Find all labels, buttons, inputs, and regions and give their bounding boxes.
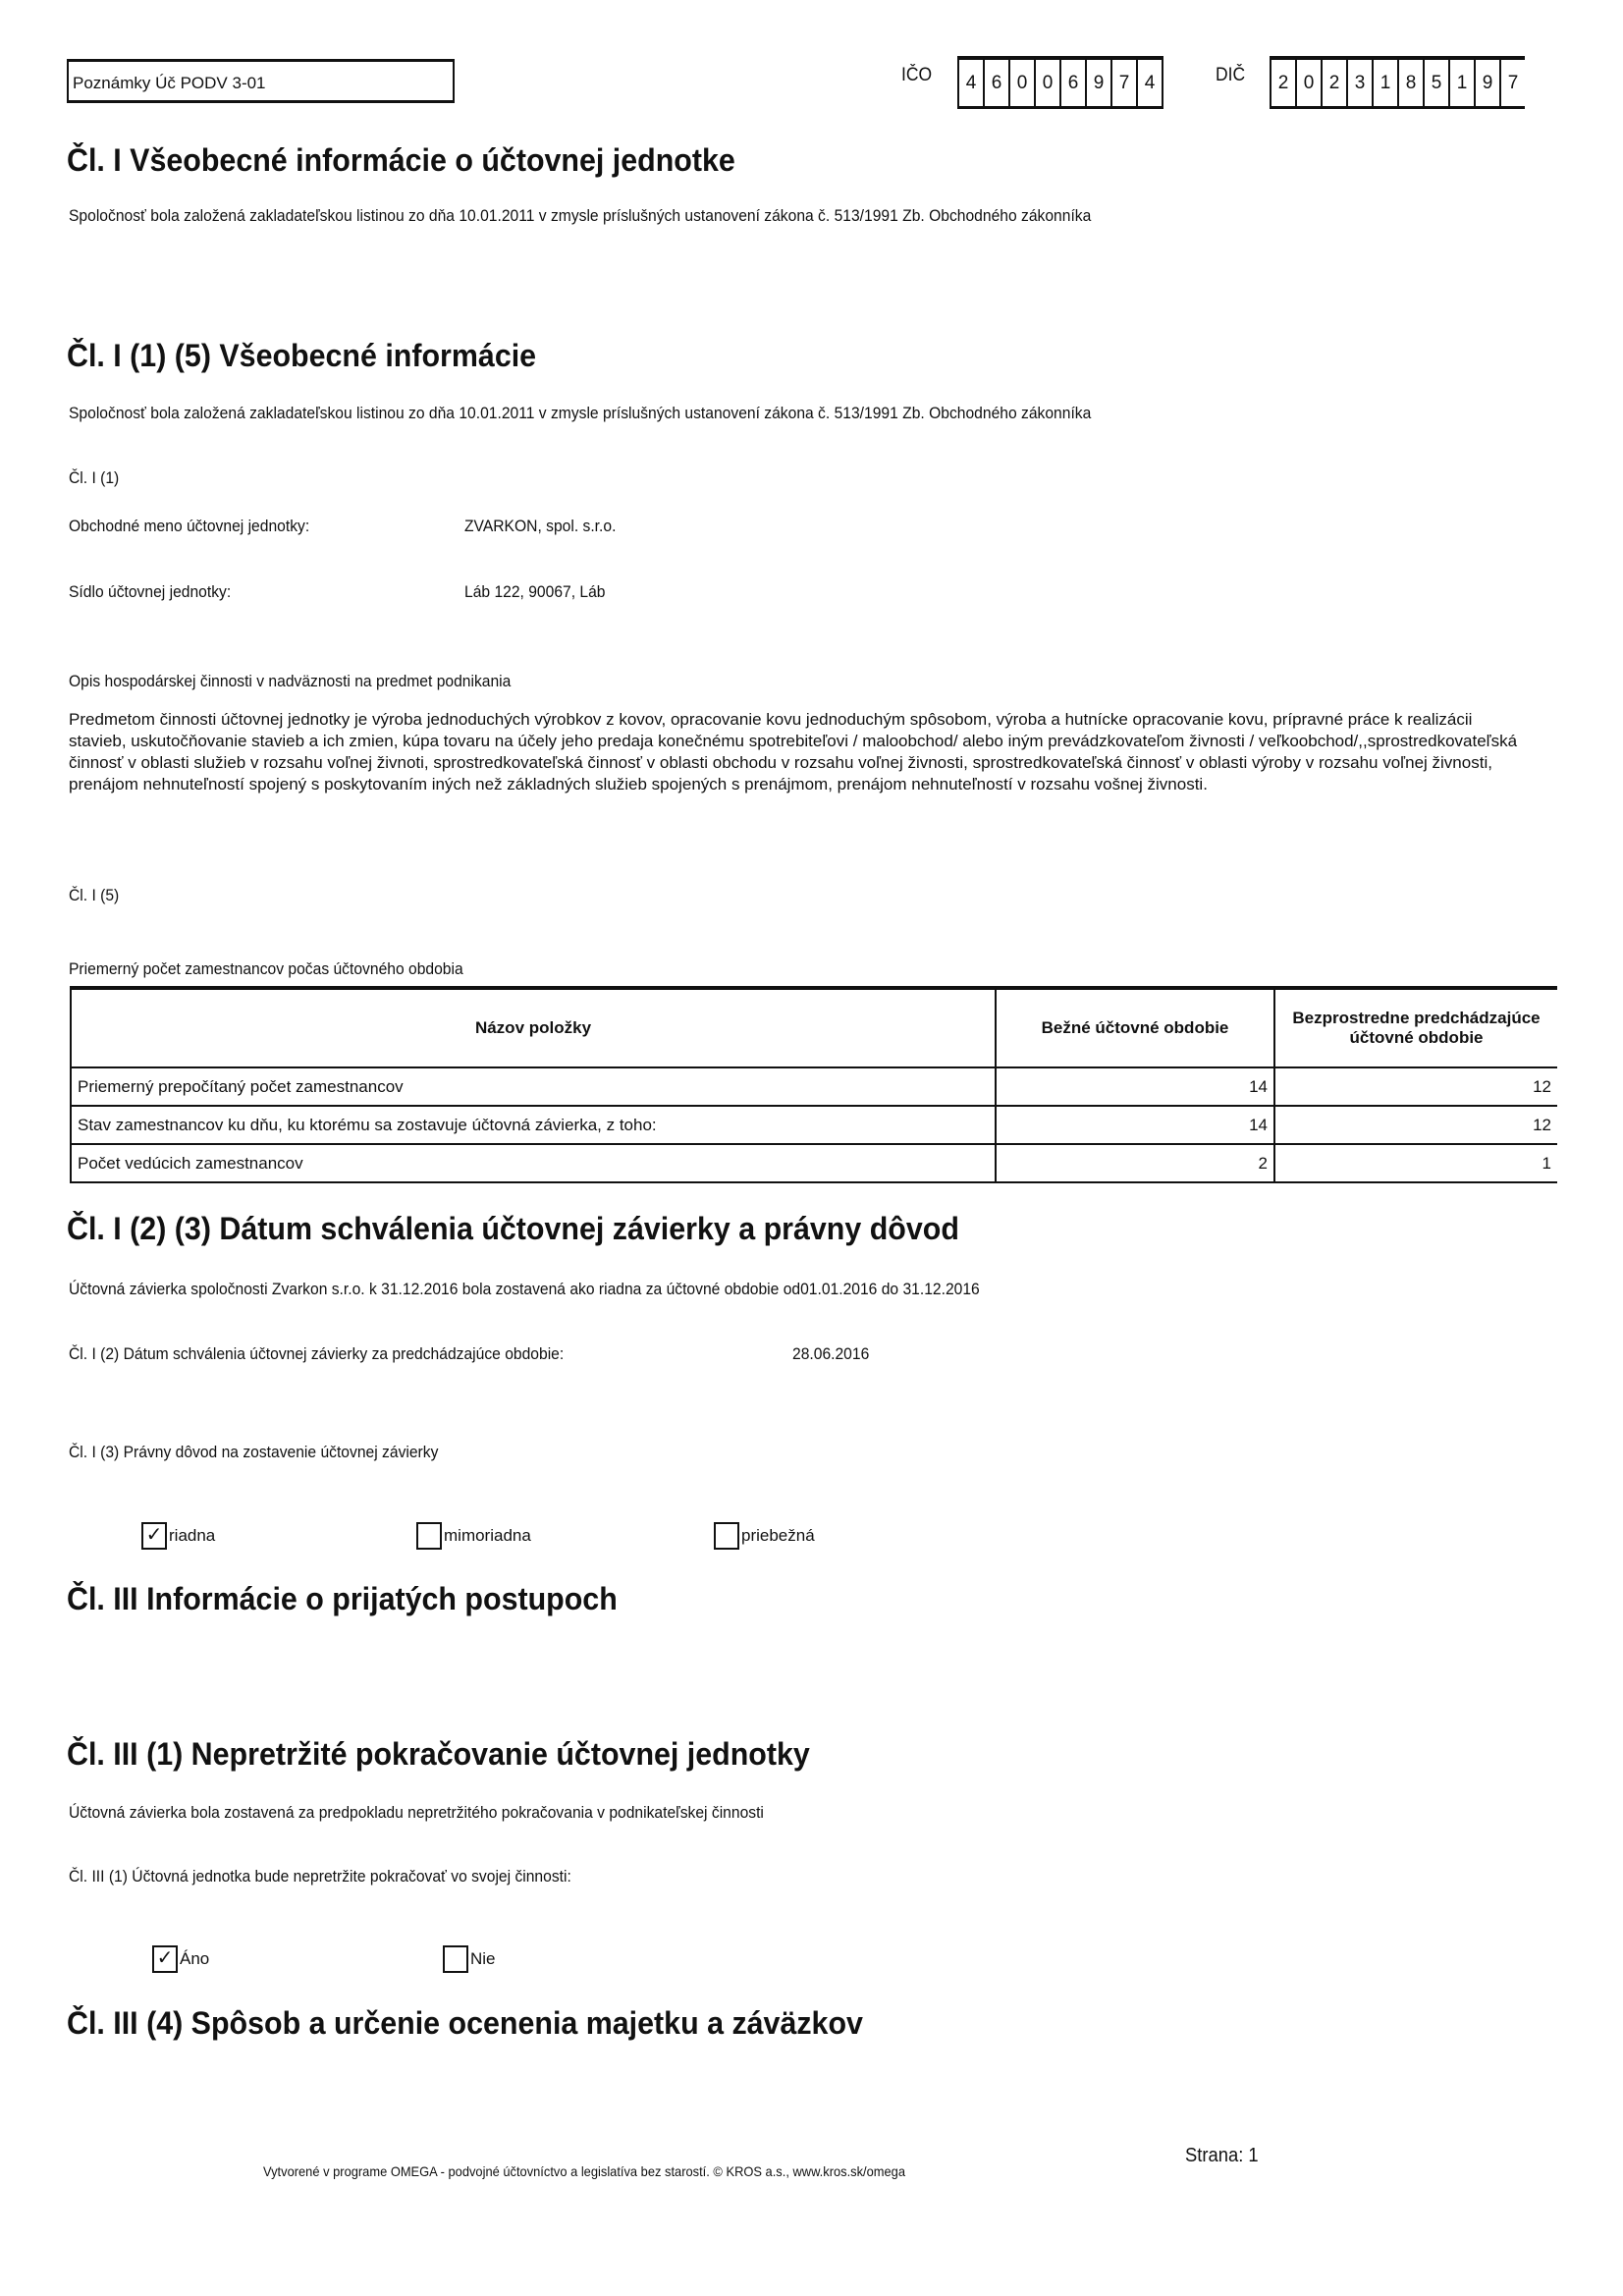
table-cell: 1: [1274, 1144, 1557, 1182]
column-header: Bezprostredne predchádzajúce účtovné obdobie: [1274, 988, 1557, 1067]
approval-date-value: 28.06.2016: [792, 1344, 870, 1363]
employees-table: [70, 986, 1557, 1183]
table-row: [71, 1144, 1557, 1182]
checkbox-label: Nie: [470, 1949, 496, 1968]
checkbox-box[interactable]: ✓: [141, 1522, 167, 1550]
dic-digit: 5: [1425, 60, 1450, 106]
table-cell: 12: [1274, 1067, 1557, 1106]
checkbox-label: priebežná: [741, 1526, 815, 1545]
dic-digit: 2: [1271, 60, 1297, 106]
column-header: Bežné účtovné obdobie: [996, 988, 1274, 1067]
section-heading: Čl. III (4) Spôsob a určenie ocenenia majetku a záväzkov: [67, 2005, 863, 2041]
ico-digit: 0: [1010, 60, 1036, 106]
ico-digit: 6: [985, 60, 1010, 106]
checkbox-ano[interactable]: [152, 1945, 209, 1973]
section-heading: Čl. I (2) (3) Dátum schválenia účtovnej závierky a právny dôvod: [67, 1211, 959, 1246]
dic-digit: 2: [1323, 60, 1348, 106]
footer-text: Vytvorené v programe OMEGA - podvojné účtovníctvo a legislatíva bez starostí. © KROS a.s., www.kros.sk/omega: [263, 2163, 906, 2179]
table-cell: 2: [996, 1144, 1274, 1182]
table-cell: 14: [996, 1106, 1274, 1144]
checkbox-box[interactable]: ✓: [152, 1945, 178, 1973]
company-name-value: ZVARKON, spol. s.r.o.: [464, 517, 617, 535]
form-label: Poznámky Úč PODV 3-01: [67, 59, 455, 103]
table-cell: Počet vedúcich zamestnancov: [71, 1144, 996, 1182]
seat-label: Sídlo účtovnej jednotky:: [69, 582, 232, 601]
subsection-label: Čl. I (1): [69, 468, 120, 487]
ico-digit: 4: [1144, 72, 1156, 93]
section-text: Účtovná závierka bola zostavená za predpokladu nepretržitého pokračovania v podnikateľskej činnosti: [69, 1803, 764, 1822]
dic-label: DIČ: [1216, 65, 1246, 85]
activity-label: Opis hospodárskej činnosti v nadväznosti na predmet podnikania: [69, 672, 512, 690]
ico-digits: [957, 56, 1163, 109]
dic-digit: 1: [1374, 60, 1399, 106]
section-text: Účtovná závierka spoločnosti Zvarkon s.r.o. k 31.12.2016 bola zostavená ako riadna za účtovné obdobie od01.01.2016 do 31.12.2016: [69, 1280, 980, 1298]
table-row: [71, 1106, 1557, 1144]
section-heading: Čl. I Všeobecné informácie o účtovnej jednotke: [67, 142, 735, 178]
ico-digit: 7: [1112, 60, 1138, 106]
checkbox-label: Áno: [180, 1949, 210, 1968]
table-caption: Priemerný počet zamestnancov počas účtovného obdobia: [69, 959, 463, 978]
table-cell: 14: [996, 1067, 1274, 1106]
ico-digit: 6: [1061, 60, 1087, 106]
table-row: [71, 1067, 1557, 1106]
checkbox-box[interactable]: [443, 1945, 468, 1973]
checkbox-label: riadna: [169, 1526, 216, 1545]
company-name-label: Obchodné meno účtovnej jednotky:: [69, 517, 310, 535]
section-heading: Čl. III Informácie o prijatých postupoch: [67, 1581, 618, 1616]
section-text: Spoločnosť bola založená zakladateľskou listinou zo dňa 10.01.2011 v zmysle príslušných ustanovení zákona č. 513/1991 Zb. Obchodného zákonníka: [69, 206, 1092, 225]
seat-value: Láb 122, 90067, Láb: [464, 582, 606, 601]
table-header-row: [71, 988, 1557, 1067]
column-header: Názov položky: [71, 988, 996, 1067]
table-cell: 12: [1274, 1106, 1557, 1144]
table-cell: Priemerný prepočítaný počet zamestnancov: [71, 1067, 996, 1106]
ico-digit: 9: [1087, 60, 1112, 106]
checkbox-mimoriadna[interactable]: [416, 1522, 531, 1550]
activity-text: Predmetom činnosti účtovnej jednotky je výroba jednoduchých výrobkov z kovov, opracovanie kovu jednoduchým spôsobom, výroba a hutnícke opracovanie kovu, prípravné práce k realizácii stavieb, uskutočňovanie stavieb a ich zmien, kúpa tovaru na účely jeho predaja konečnému spotrebiteľovi / maloobchod/ alebo iným prevádzkovateľom živnosti / veľkoobchod/,,sprostredkovateľská činnosť v oblasti služieb v rozsahu voľnej živnoti, sprostredkovateľská činnosť v oblasti obchodu v rozsahu voľnej živnosti, sprostredkovateľská činnosť v oblasti výroby v rozsahu voľnej živnosti, prenájom nehnuteľností spojený s poskytovaním iných než základných služieb spojených s prenájmom, prenájom nehnuteľností v rozsahu vošnej živnosti.: [69, 710, 1518, 793]
checkbox-nie[interactable]: [443, 1945, 496, 1973]
legal-reason-label: Čl. I (3) Právny dôvod na zostavenie účtovnej závierky: [69, 1443, 439, 1461]
subsection-label: Čl. I (5): [69, 886, 120, 904]
checkbox-box[interactable]: [416, 1522, 442, 1550]
going-concern-question: Čl. III (1) Účtovná jednotka bude nepretržite pokračovať vo svojej činnosti:: [69, 1867, 571, 1886]
checkbox-box[interactable]: [714, 1522, 739, 1550]
page-number: Strana: 1: [1185, 2145, 1259, 2166]
approval-date-label: Čl. I (2) Dátum schválenia účtovnej závierky za predchádzajúce obdobie:: [69, 1344, 565, 1363]
dic-digit: 7: [1507, 72, 1519, 93]
section-heading: Čl. I (1) (5) Všeobecné informácie: [67, 338, 537, 373]
dic-digit: 3: [1348, 60, 1374, 106]
dic-digit: 8: [1399, 60, 1425, 106]
section-text: Spoločnosť bola založená zakladateľskou listinou zo dňa 10.01.2011 v zmysle príslušných ustanovení zákona č. 513/1991 Zb. Obchodného zákonníka: [69, 404, 1092, 422]
dic-digit: 1: [1450, 60, 1476, 106]
ico-digit: 0: [1036, 60, 1061, 106]
section-heading: Čl. III (1) Nepretržité pokračovanie účtovnej jednotky: [67, 1736, 810, 1772]
checkbox-priebezna[interactable]: [714, 1522, 815, 1550]
dic-digit: 9: [1476, 60, 1501, 106]
checkbox-riadna[interactable]: [141, 1522, 215, 1550]
table-cell: Stav zamestnancov ku dňu, ku ktorému sa zostavuje účtovná závierka, z toho:: [71, 1106, 996, 1144]
dic-digits: [1270, 56, 1525, 109]
checkbox-label: mimoriadna: [444, 1526, 531, 1545]
dic-digit: 0: [1297, 60, 1323, 106]
ico-digit: 4: [959, 60, 985, 106]
ico-label: IČO: [901, 65, 933, 85]
